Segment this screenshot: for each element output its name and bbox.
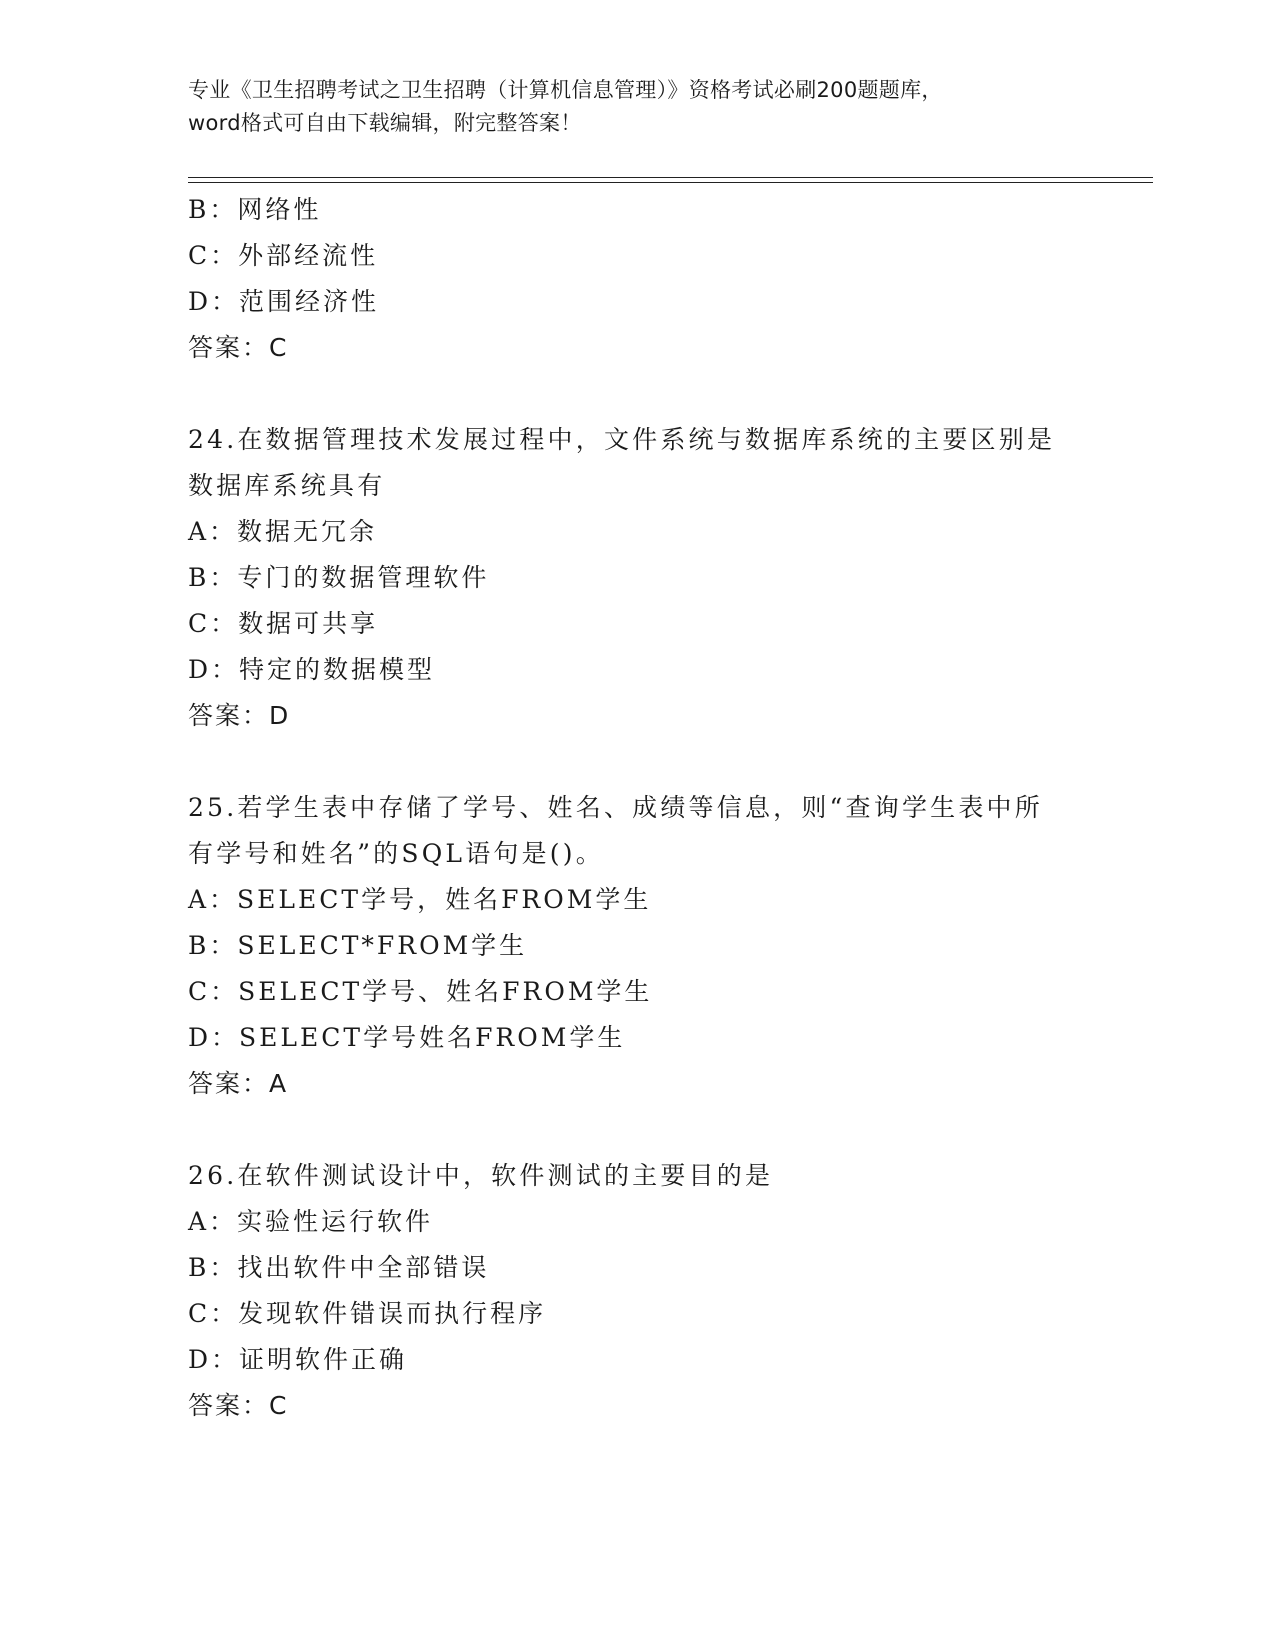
option-a: A：SELECT学号，姓名FROM学生 <box>188 885 652 914</box>
question-23-continuation <box>188 187 1068 371</box>
option-d: D：证明软件正确 <box>188 1345 408 1374</box>
question-text-line-1: 25.若学生表中存储了学号、姓名、成绩等信息，则“查询学生表中所 <box>188 793 1043 822</box>
question-text-line-2: 有学号和姓名”的SQL语句是()。 <box>188 839 604 868</box>
answer-line: 答案：C <box>188 1391 289 1420</box>
option-d: D：特定的数据模型 <box>188 655 436 684</box>
question-24 <box>188 417 1068 739</box>
option-c: C：数据可共享 <box>188 609 379 638</box>
spacer <box>188 371 1068 417</box>
answer-line: 答案：C <box>188 333 289 362</box>
question-text-line-1: 24.在数据管理技术发展过程中，文件系统与数据库系统的主要区别是 <box>188 425 1056 454</box>
option-c: C：发现软件错误而执行程序 <box>188 1299 547 1328</box>
option-c: C：SELECT学号、姓名FROM学生 <box>188 977 653 1006</box>
option-a: A：实验性运行软件 <box>188 1207 434 1236</box>
header-divider <box>188 177 1153 183</box>
header-title-line-1: 专业《卫生招聘考试之卫生招聘（计算机信息管理）》资格考试必刷200题题库， <box>188 78 943 102</box>
spacer <box>188 1107 1068 1153</box>
option-b: B：网络性 <box>188 195 322 224</box>
question-text-line-2: 数据库系统具有 <box>188 471 386 500</box>
question-25 <box>188 785 1068 1107</box>
option-a: A：数据无冗余 <box>188 517 378 546</box>
option-b: B：SELECT*FROM学生 <box>188 931 528 960</box>
question-content <box>188 187 1068 1429</box>
answer-line: 答案：D <box>188 701 291 730</box>
question-26 <box>188 1153 1068 1429</box>
header-title-line-2: word格式可自由下载编辑，附完整答案！ <box>188 111 582 135</box>
option-b: B：专门的数据管理软件 <box>188 563 490 592</box>
answer-line: 答案：A <box>188 1069 289 1098</box>
question-text-line-1: 26.在软件测试设计中，软件测试的主要目的是 <box>188 1161 774 1190</box>
document-header <box>188 74 1088 140</box>
spacer <box>188 739 1068 785</box>
option-b: B：找出软件中全部错误 <box>188 1253 490 1282</box>
option-c: C：外部经流性 <box>188 241 379 270</box>
option-d: D：范围经济性 <box>188 287 380 316</box>
option-d: D：SELECT学号姓名FROM学生 <box>188 1023 626 1052</box>
